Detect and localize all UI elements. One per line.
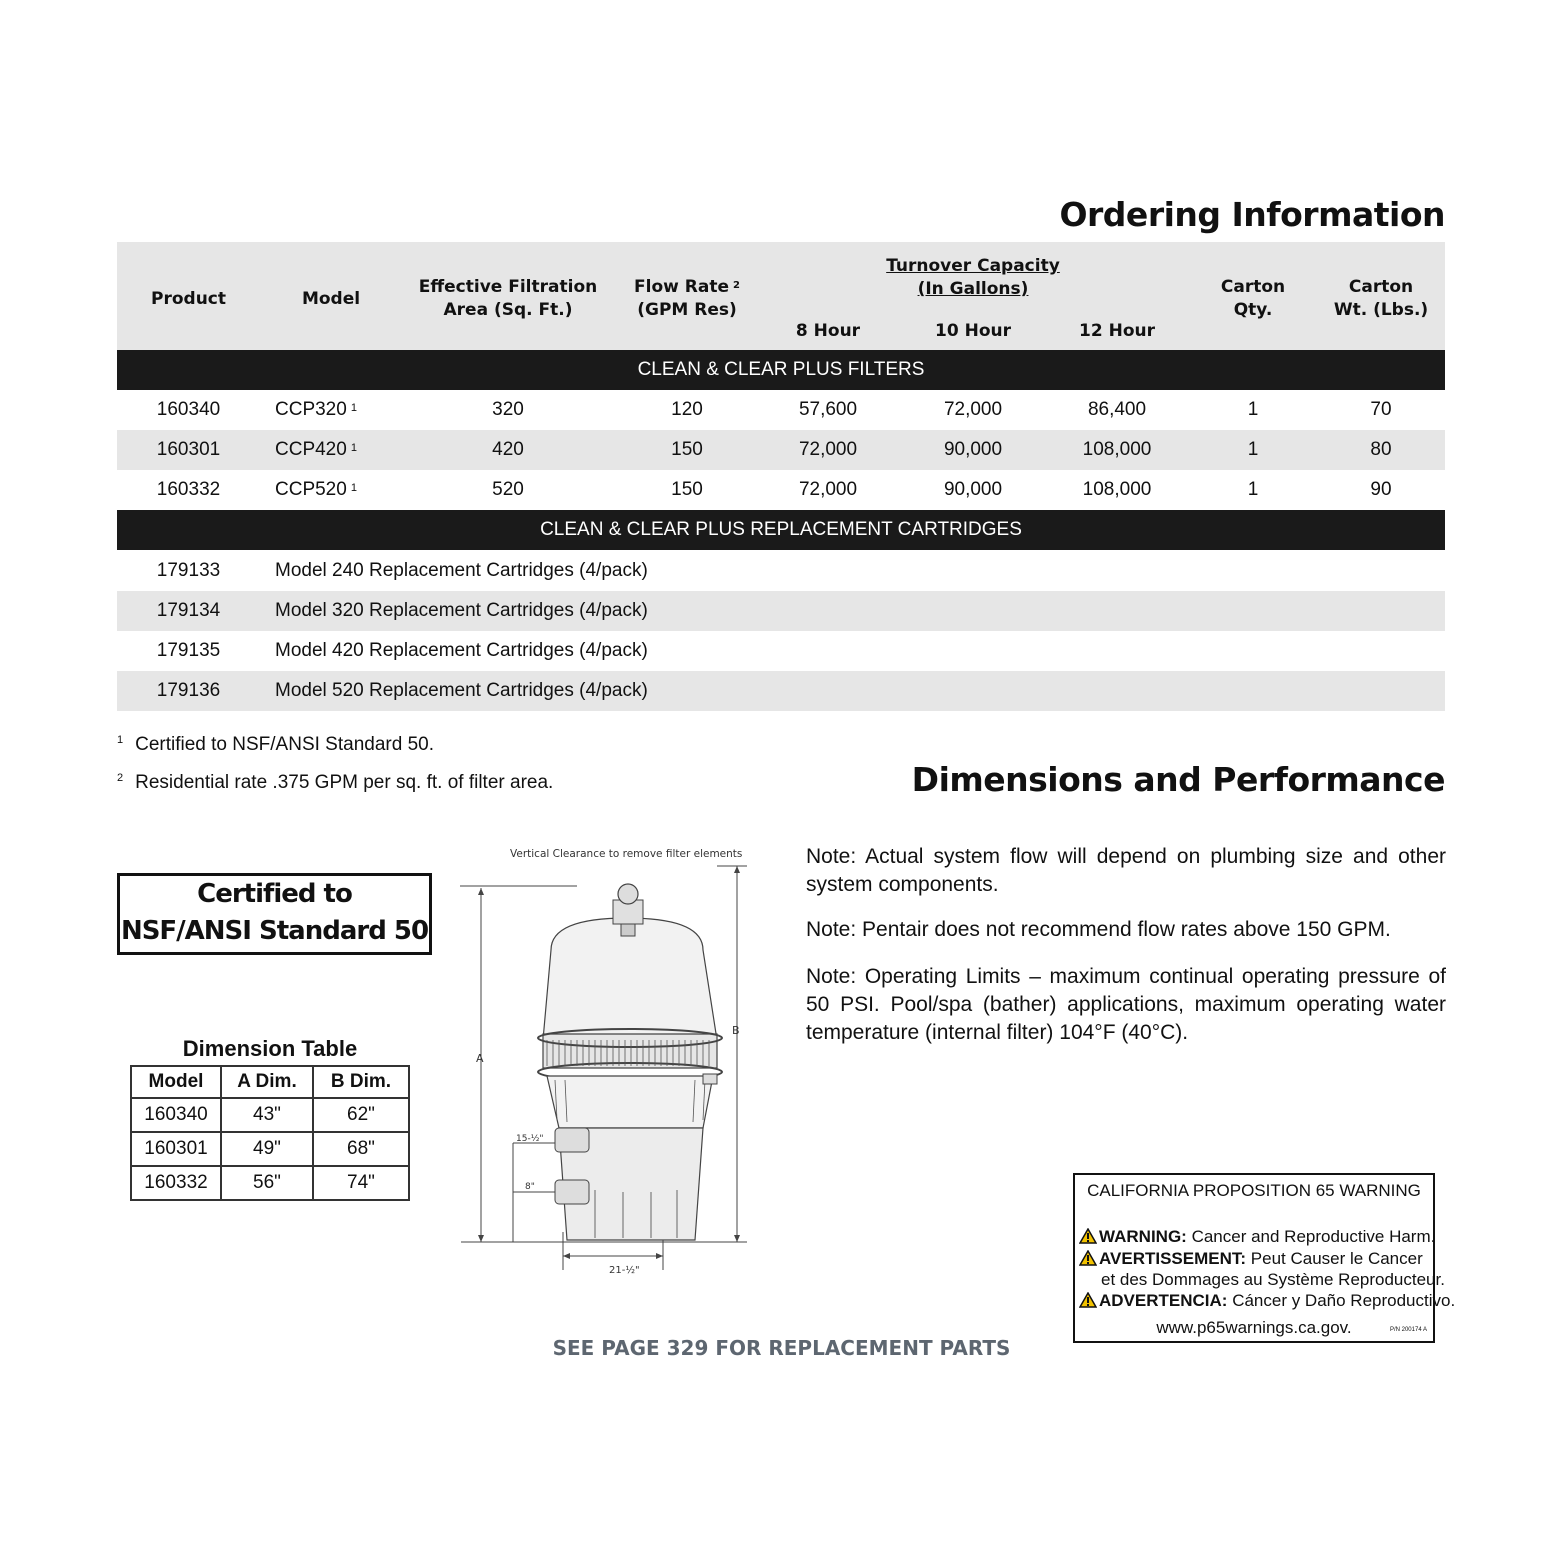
dim-label-15: 15-½" [516, 1134, 544, 1144]
prop65-warning-box [1073, 1173, 1456, 1343]
cell-10h: 90,000 [943, 479, 1003, 500]
col-model: Model [301, 289, 361, 309]
table-row [131, 1098, 409, 1132]
dim-cell-model: 160301 [131, 1132, 221, 1166]
cell-8h: 72,000 [798, 479, 858, 500]
table-row [117, 671, 1445, 711]
col-qty-l1: Carton [1220, 277, 1286, 297]
table-row [117, 470, 1445, 510]
footnote-mark: 2 [117, 772, 124, 784]
cell-10h: 72,000 [943, 399, 1003, 420]
col-flow-sup: 2 [733, 280, 740, 291]
cell-8h: 72,000 [798, 439, 858, 460]
cell-qty: 1 [1247, 399, 1259, 420]
col-area [402, 276, 614, 322]
col-wt-l2: Wt. (Lbs.) [1333, 300, 1429, 320]
cell-product: 179134 [156, 600, 221, 621]
cell-description: Model 240 Replacement Cartridges (4/pack) [275, 560, 648, 581]
dimension-table-title: Dimension Table [182, 1036, 358, 1061]
cell-qty: 1 [1247, 439, 1259, 460]
filters-band: CLEAN & CLEAR PLUS FILTERS [117, 350, 1445, 390]
ordering-title: Ordering Information [1059, 195, 1445, 234]
col-12h: 12 Hour [1079, 321, 1155, 341]
dim-cell-a: 56" [221, 1166, 313, 1200]
cartridges-band: CLEAN & CLEAR PLUS REPLACEMENT CARTRIDGES [117, 510, 1445, 550]
table-row [117, 430, 1445, 470]
see-page-link: SEE PAGE 329 FOR REPLACEMENT PARTS [552, 1336, 1011, 1360]
dimension-table [130, 1065, 410, 1201]
cell-product: 179136 [156, 680, 221, 701]
cell-flow: 150 [671, 479, 703, 500]
cert-line-1: Certified to [197, 879, 352, 909]
note-flow: Note: Actual system flow will depend on plumbing size and other system components. [806, 845, 1446, 896]
certification-badge [117, 873, 432, 955]
prop65-avert-text-2: et des Dommages au Système Reproducteur. [1101, 1270, 1445, 1289]
col-flow-l1: Flow Rate [634, 277, 729, 297]
col-8h: 8 Hour [795, 321, 861, 341]
cell-wt: 90 [1370, 479, 1392, 500]
cell-area: 420 [492, 439, 524, 460]
col-turnover-l1: Turnover Capacity [886, 256, 1060, 276]
col-product: Product [151, 289, 226, 309]
cell-description: Model 320 Replacement Cartridges (4/pack) [275, 600, 648, 621]
dim-label-b: B [732, 1024, 740, 1037]
cell-model-sup: 1 [350, 442, 357, 454]
footnote-text: Residential rate .375 GPM per sq. ft. of filter area. [135, 772, 554, 793]
cell-product: 179135 [156, 640, 221, 661]
dim-cell-model: 160332 [131, 1166, 221, 1200]
dim-cell-b: 68" [313, 1132, 409, 1166]
col-flow [614, 276, 760, 322]
prop65-adv-text: Cáncer y Daño Reproductivo. [1232, 1291, 1456, 1310]
cell-product: 160301 [156, 439, 221, 460]
cell-model [275, 470, 405, 510]
table-row [131, 1166, 409, 1200]
footnote-1 [117, 734, 434, 756]
dim-label-8: 8" [525, 1182, 535, 1192]
cell-flow: 120 [671, 399, 703, 420]
cell-model-text: CCP320 [275, 399, 347, 420]
cell-area: 520 [492, 479, 524, 500]
dim-cell-b: 74" [313, 1166, 409, 1200]
prop65-avert-text: Peut Causer le Cancer [1250, 1249, 1423, 1268]
footnote-mark: 1 [117, 734, 124, 746]
cert-line-2: NSF/ANSI Standard 50 [120, 916, 429, 946]
table-row [117, 631, 1445, 671]
cell-area: 320 [492, 399, 524, 420]
cell-description: Model 520 Replacement Cartridges (4/pack) [275, 680, 648, 701]
table-row [131, 1132, 409, 1166]
cell-product: 160332 [156, 479, 221, 500]
cell-product: 160340 [156, 399, 221, 420]
table-row [117, 591, 1445, 631]
col-area-l2: Area (Sq. Ft.) [443, 300, 573, 320]
col-qty-l2: Qty. [1233, 300, 1273, 320]
cell-wt: 70 [1370, 399, 1392, 420]
table-row [117, 390, 1445, 430]
col-turnover-l2: (In Gallons) [917, 279, 1029, 299]
dimension-table-header [131, 1066, 409, 1098]
note-max-flow: Note: Pentair does not recommend flow rates above 150 GPM. [806, 918, 1391, 941]
dim-cell-b: 62" [313, 1098, 409, 1132]
table-row [117, 551, 1445, 591]
prop65-part-number: P/N 200174 A [1389, 1327, 1427, 1333]
prop65-title: CALIFORNIA PROPOSITION 65 WARNING [1087, 1181, 1421, 1200]
prop65-adv-line [1079, 1291, 1455, 1311]
cell-description: Model 420 Replacement Cartridges (4/pack) [275, 640, 648, 661]
warning-triangle-icon [1079, 1292, 1097, 1308]
cell-12h: 108,000 [1082, 439, 1152, 460]
col-qty [1197, 276, 1309, 322]
prop65-warning-label: WARNING: [1099, 1227, 1187, 1246]
prop65-adv-label: ADVERTENCIA: [1099, 1291, 1228, 1310]
clearance-label: Vertical Clearance to remove filter elements [510, 848, 743, 860]
col-turnover [760, 255, 1186, 301]
dim-col-a: A Dim. [221, 1066, 313, 1098]
dim-col-b: B Dim. [313, 1066, 409, 1098]
filter-tank-icon [538, 884, 722, 1240]
cell-model [275, 390, 405, 430]
prop65-url[interactable]: www.p65warnings.ca.gov. [1156, 1318, 1352, 1337]
cell-product: 179133 [156, 560, 221, 581]
col-area-l1: Effective Filtration [418, 277, 598, 297]
warning-triangle-icon [1079, 1228, 1097, 1244]
dim-cell-model: 160340 [131, 1098, 221, 1132]
prop65-warning-line [1079, 1227, 1435, 1247]
cell-10h: 90,000 [943, 439, 1003, 460]
cell-12h: 108,000 [1082, 479, 1152, 500]
note-operating-limits: Note: Operating Limits – maximum continual operating pressure of 50 PSI. Pool/spa (bather) applications, maximum operating water temperature (internal filter) 104°F (40°C). [806, 965, 1446, 1044]
prop65-warning-text: Cancer and Reproductive Harm. [1191, 1227, 1436, 1246]
col-10h: 10 Hour [935, 321, 1011, 341]
footnote-text: Certified to NSF/ANSI Standard 50. [135, 734, 434, 755]
footnote-2 [117, 772, 553, 794]
cell-model-text: CCP520 [275, 479, 347, 500]
ordering-table-header [117, 242, 1445, 350]
col-flow-l2: (GPM Res) [637, 300, 737, 320]
prop65-avert-label: AVERTISSEMENT: [1099, 1249, 1247, 1268]
warning-triangle-icon [1079, 1250, 1097, 1266]
cell-wt: 80 [1370, 439, 1392, 460]
filter-diagram [455, 840, 755, 1280]
cell-model [275, 430, 405, 470]
cell-flow: 150 [671, 439, 703, 460]
dim-label-a: A [476, 1052, 484, 1065]
cell-model-sup: 1 [350, 402, 357, 414]
dim-cell-a: 49" [221, 1132, 313, 1166]
dim-cell-a: 43" [221, 1098, 313, 1132]
prop65-avert-line [1079, 1249, 1423, 1269]
cell-model-text: CCP420 [275, 439, 347, 460]
col-wt-l1: Carton [1348, 277, 1414, 297]
col-wt [1317, 276, 1445, 322]
cell-12h: 86,400 [1087, 399, 1147, 420]
cell-model-sup: 1 [350, 482, 357, 494]
cell-8h: 57,600 [798, 399, 858, 420]
cell-qty: 1 [1247, 479, 1259, 500]
dimensions-title: Dimensions and Performance [911, 760, 1445, 799]
dim-col-model: Model [131, 1066, 221, 1098]
dim-label-21: 21-½" [609, 1265, 640, 1276]
